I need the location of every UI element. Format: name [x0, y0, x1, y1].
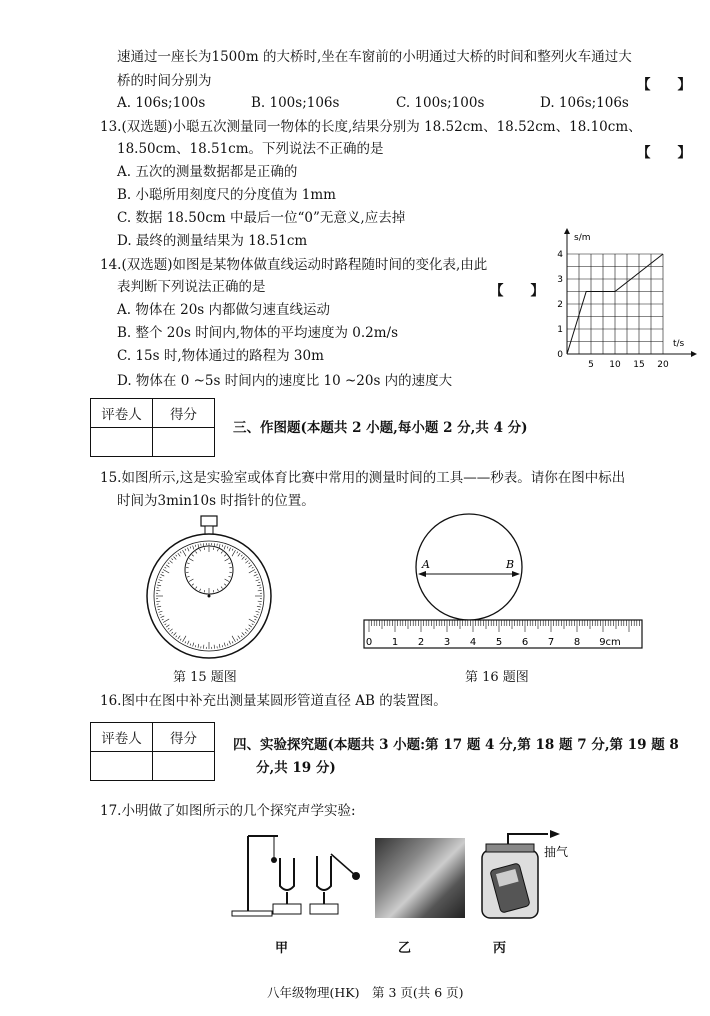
q14-option-a: A. 物体在 20s 内都做匀速直线运动: [117, 302, 331, 318]
jar-lid: [486, 844, 534, 852]
label-b: B: [506, 558, 515, 571]
q13-option-c: C. 数据 18.50cm 中最后一位“0”无意义,应去掉: [117, 210, 406, 226]
fork1-base: [273, 904, 301, 914]
ruler-label-9: 9cm: [599, 637, 621, 648]
reviewer-cell[interactable]: [91, 428, 153, 457]
y-tick-label: 2: [557, 300, 563, 310]
q15-line1: 15.如图所示,这是实验室或体育比赛中常用的测量时间的工具——秒表。请你在图中标出: [100, 470, 626, 486]
q12-option-b: B. 100s;106s: [251, 95, 340, 111]
figure-16-caption: 第 16 题图: [465, 670, 529, 685]
y-tick-label: 0: [557, 350, 563, 360]
figure-15-caption: 第 15 题图: [173, 670, 237, 685]
reviewer-cell[interactable]: [91, 752, 153, 781]
q12-option-c: C. 100s;100s: [396, 95, 485, 111]
mallet-head: [352, 872, 360, 880]
q13-option-a: A. 五次的测量数据都是正确的: [117, 164, 298, 180]
x-tick-label: 15: [633, 360, 645, 370]
q14-answer-bracket: 【 】: [490, 283, 544, 299]
q15-line2: 时间为3min10s 时指针的位置。: [117, 493, 315, 509]
q13-option-d: D. 最终的测量结果为 18.51cm: [117, 233, 308, 249]
ruler-label-6: 6: [521, 637, 529, 648]
ruler-label-2: 2: [417, 637, 425, 648]
section3-title: 三、作图题(本题共 2 小题,每小题 2 分,共 4 分): [233, 420, 528, 436]
hand-photo: [375, 838, 465, 918]
label-yi: 乙: [398, 941, 412, 956]
stopwatch-minute-dial: [185, 546, 233, 594]
label-a: A: [422, 558, 430, 571]
score-label: 得分: [153, 399, 215, 428]
stopwatch-stem: [205, 526, 213, 534]
x-tick-label: 20: [657, 360, 669, 370]
x-tick-label: 10: [609, 360, 621, 370]
x-axis-label: t/s: [673, 339, 685, 349]
page-footer: 八年级物理(HK) 第 3 页(共 6 页): [267, 985, 464, 1000]
distance-time-chart: [555, 230, 705, 370]
q14-option-d: D. 物体在 0 ~5s 时间内的速度比 10 ~20s 内的速度大: [117, 373, 453, 389]
tuning-fork-figure: [228, 828, 368, 923]
y-axis-label: s/m: [574, 233, 591, 243]
q12-answer-bracket: 【 】: [637, 77, 691, 93]
fork2-base: [310, 904, 338, 914]
mallet-handle: [331, 854, 356, 876]
ruler-label-1: 1: [391, 637, 399, 648]
stopwatch-crown: [201, 516, 217, 526]
fork1: [280, 858, 294, 904]
score-cell[interactable]: [153, 428, 215, 457]
ruler-label-7: 7: [547, 637, 555, 648]
ruler-label-8: 8: [573, 637, 581, 648]
label-jia: 甲: [275, 941, 289, 956]
y-tick-label: 3: [557, 275, 563, 285]
q14-option-b: B. 整个 20s 时间内,物体的平均速度为 0.2m/s: [117, 325, 399, 341]
q12-line2: 桥的时间分别为: [117, 73, 212, 89]
score-table-section3: [90, 398, 215, 457]
q12-option-a: A. 106s;100s: [117, 95, 206, 111]
score-table-section4: [90, 722, 215, 781]
bell-jar-figure: [478, 828, 598, 923]
x-tick-label: 5: [588, 360, 594, 370]
stopwatch-figure: [139, 512, 279, 662]
chart-ticks: [557, 250, 669, 370]
ruler-label-5: 5: [495, 637, 503, 648]
stand-base: [232, 911, 272, 916]
q12-option-d: D. 106s;106s: [540, 95, 629, 111]
label-bing: 丙: [493, 941, 507, 956]
q13-line2: 18.50cm、18.51cm。下列说法不正确的是: [117, 141, 384, 157]
q14-option-c: C. 15s 时,物体通过的路程为 30m: [117, 348, 324, 364]
circular-pipe-figure: [362, 512, 652, 652]
score-cell[interactable]: [153, 752, 215, 781]
score-label: 得分: [153, 723, 215, 752]
x-axis-arrow: [691, 351, 697, 357]
chart-grid: [567, 254, 663, 354]
section4-title-line2: 分,共 19 分): [256, 760, 336, 776]
air-tube: [508, 834, 548, 844]
pump-label: 抽气: [544, 845, 569, 859]
q14-line1: 14.(双选题)如图是某物体做直线运动时路程随时间的变化表,由此: [100, 257, 488, 273]
pendulum-ball: [271, 857, 277, 863]
q13-line1: 13.(双选题)小聪五次测量同一物体的长度,结果分别为 18.52cm、18.52cm、18.10cm、: [100, 119, 642, 135]
q13-answer-bracket: 【 】: [637, 145, 691, 161]
y-tick-label: 1: [557, 325, 563, 335]
reviewer-label: 评卷人: [91, 723, 153, 752]
q16-text: 16.图中在图中补充出测量某圆形管道直径 AB 的装置图。: [100, 693, 447, 709]
y-axis-arrow: [564, 228, 570, 234]
y-tick-label: 4: [557, 250, 563, 260]
section4-title-line1: 四、实验探究题(本题共 3 小题:第 17 题 4 分,第 18 题 7 分,第 19 题 8: [233, 737, 679, 753]
stopwatch-center: [208, 595, 211, 598]
ruler-label-4: 4: [469, 637, 477, 648]
q14-line2: 表判断下列说法正确的是: [117, 279, 266, 295]
q17-text: 17.小明做了如图所示的几个探究声学实验:: [100, 803, 356, 819]
fork2: [317, 856, 331, 904]
ruler-label-3: 3: [443, 637, 451, 648]
ruler-label-0: 0: [365, 637, 373, 648]
q12-line1: 速通过一座长为1500m 的大桥时,坐在车窗前的小明通过大桥的时间和整列火车通过大: [117, 49, 632, 65]
q13-option-b: B. 小聪所用刻度尺的分度值为 1mm: [117, 187, 336, 203]
reviewer-label: 评卷人: [91, 399, 153, 428]
pump-arrow: [550, 830, 560, 838]
